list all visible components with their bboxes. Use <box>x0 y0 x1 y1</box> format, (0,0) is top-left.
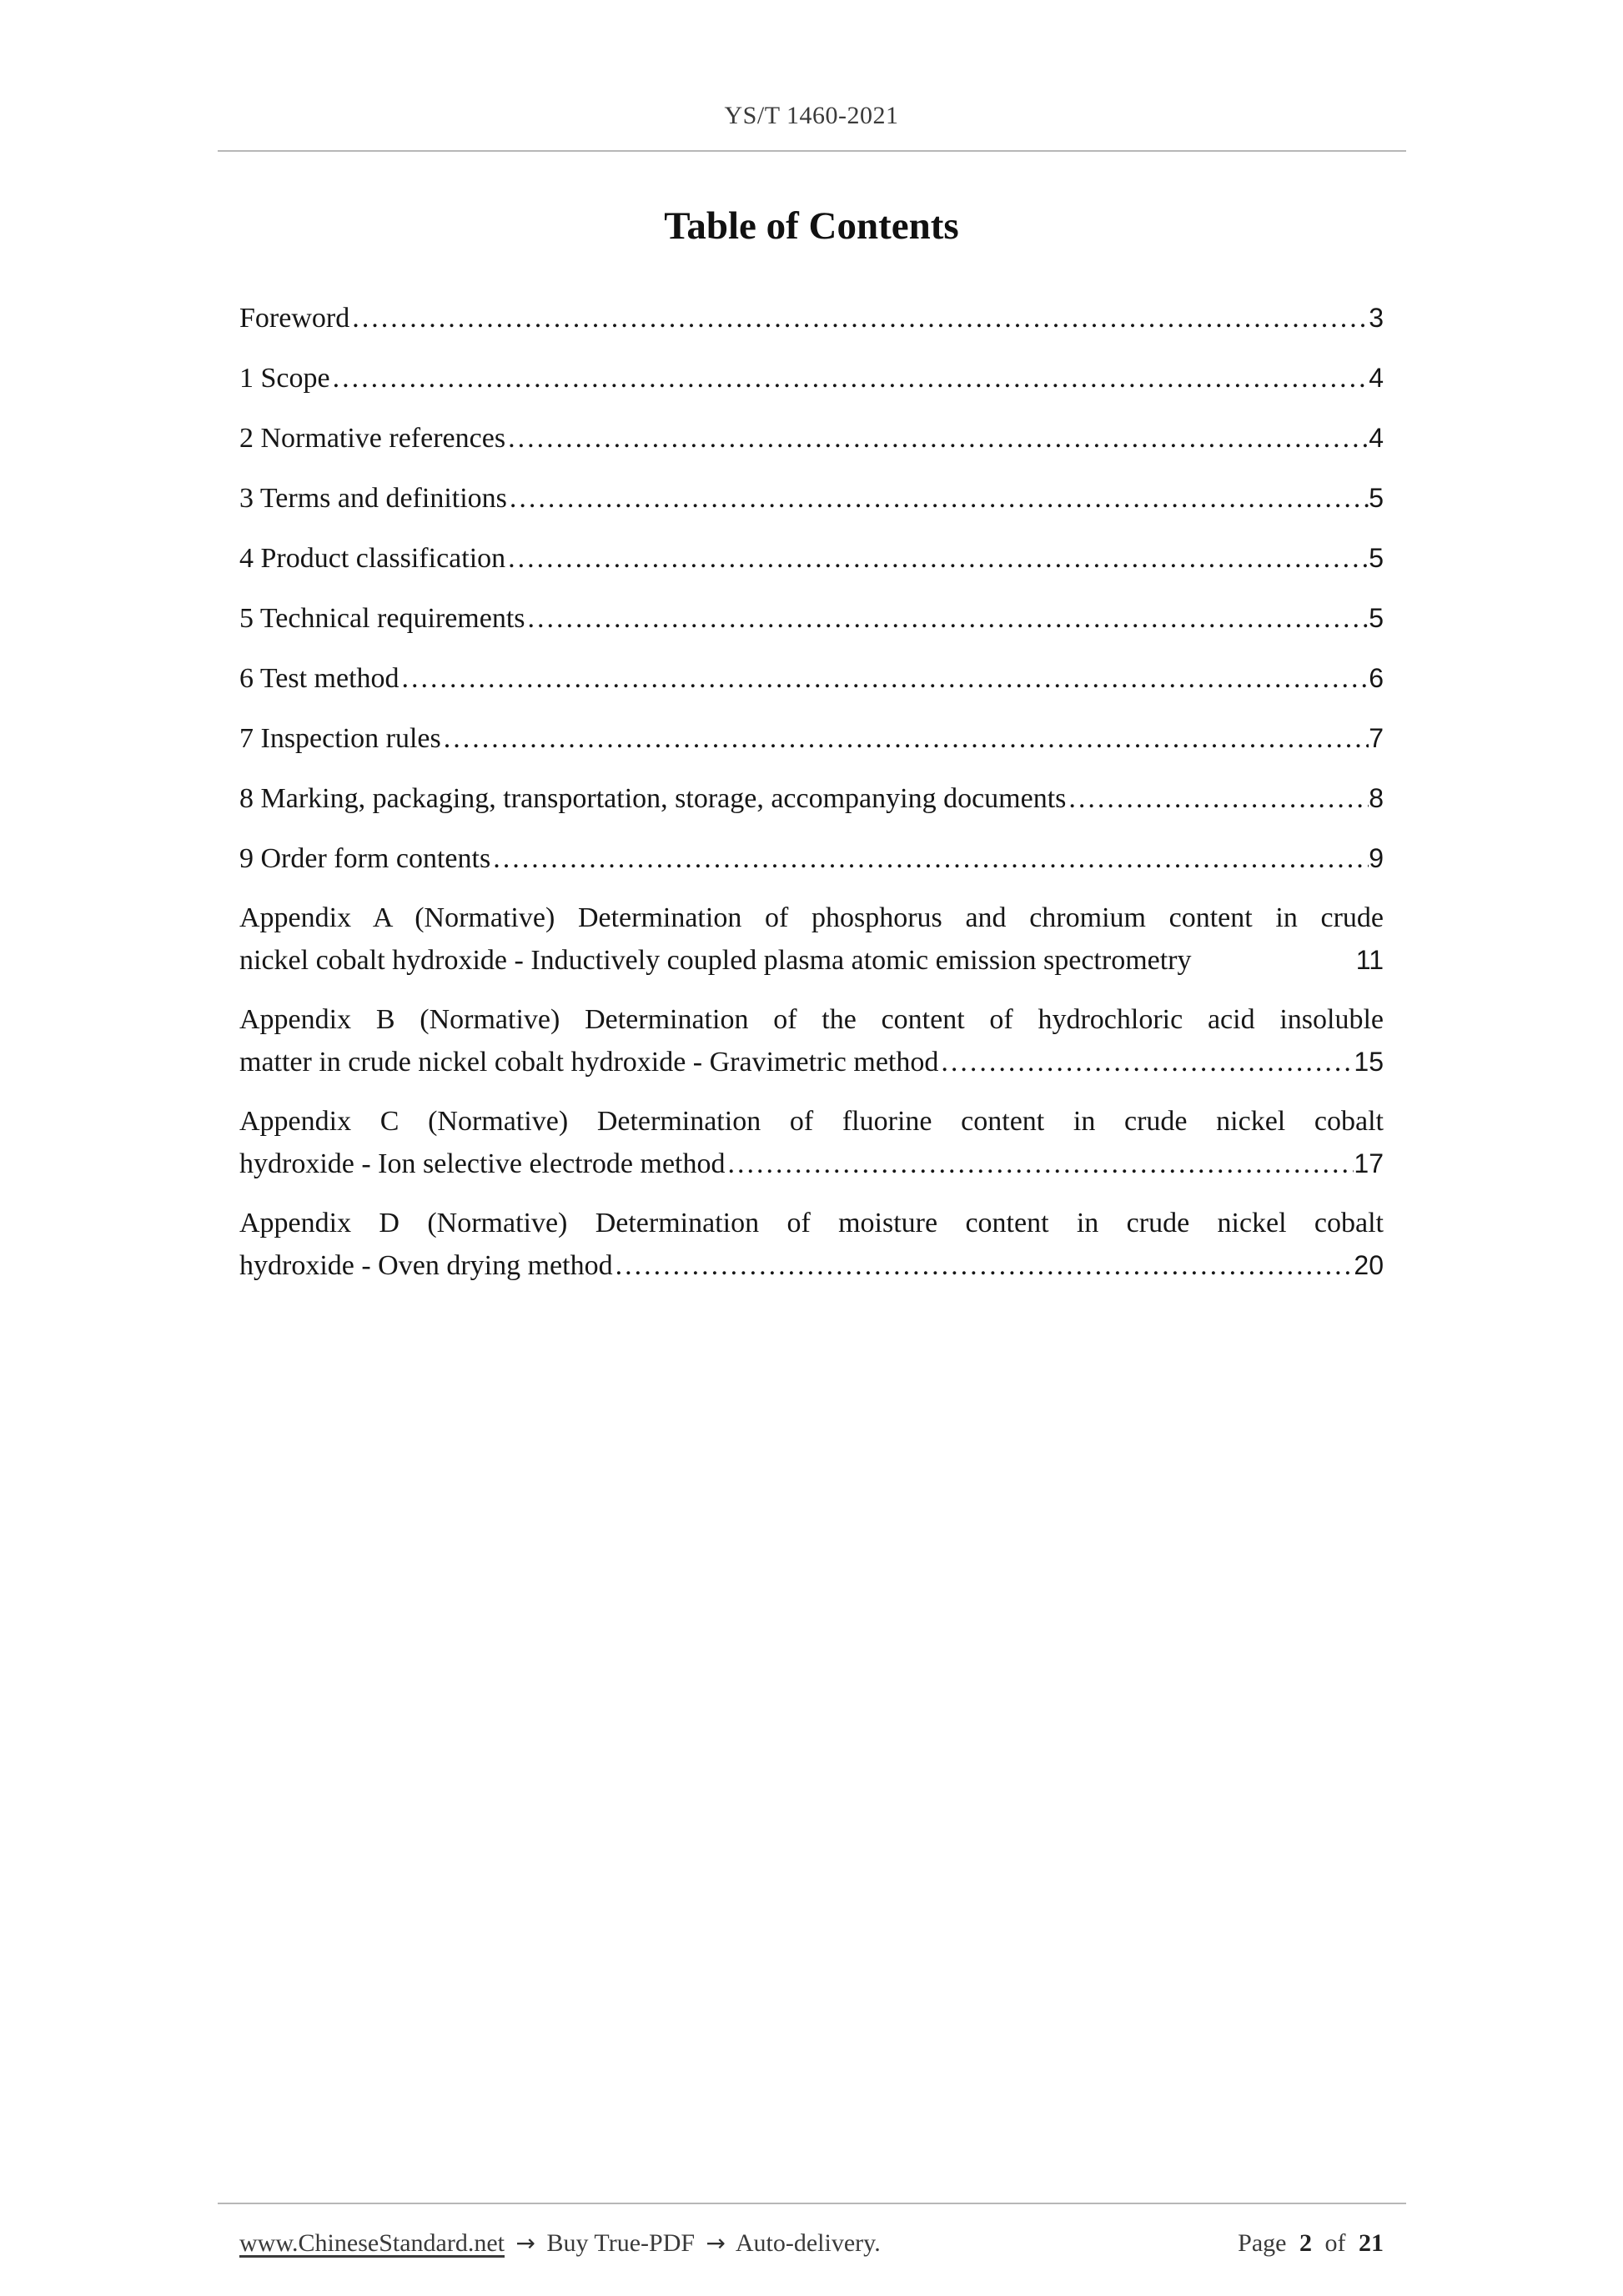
document-header <box>0 0 1623 152</box>
toc-entry <box>239 297 1384 339</box>
toc-entry-label: 3 Terms and definitions <box>239 483 507 514</box>
page-indicator <box>1231 2229 1384 2258</box>
toc-entry <box>239 999 1384 1083</box>
toc-page-number: 3 <box>1369 303 1384 333</box>
standard-code: YS/T 1460-2021 <box>724 102 899 129</box>
toc-entry <box>239 477 1384 520</box>
toc-entry-last-line <box>239 417 1384 460</box>
page-total-number: 21 <box>1359 2229 1384 2257</box>
footer-site-link[interactable]: www.ChineseStandard.net <box>239 2229 505 2257</box>
toc-dot-leader <box>349 298 1369 339</box>
toc-page-number: 5 <box>1369 543 1384 573</box>
toc-entry <box>239 717 1384 760</box>
toc-page-number: 4 <box>1369 363 1384 393</box>
toc-page-number: 5 <box>1369 483 1384 513</box>
toc-dot-leader <box>1066 778 1369 820</box>
toc-entry-last-line <box>239 717 1384 760</box>
arrow-right-icon: → <box>706 2229 726 2257</box>
page-title: Table of Contents <box>664 204 959 248</box>
footer-rule <box>218 2203 1406 2204</box>
toc-entry <box>239 1101 1384 1185</box>
toc-page-number: 20 <box>1354 1250 1384 1280</box>
toc-entry <box>239 837 1384 880</box>
toc-page-number: 11 <box>1355 945 1384 975</box>
toc-entry-last-line <box>239 837 1384 880</box>
toc-entry-text-line: Appendix B (Normative) Determination of the content of hydrochloric acid insoluble <box>239 1004 1384 1035</box>
toc-page-number: 7 <box>1369 723 1384 753</box>
toc-entry-label: nickel cobalt hydroxide - Inductively coupled plasma atomic emission spectrometry <box>239 945 1192 976</box>
toc-list <box>239 297 1384 1287</box>
toc-entry-last-line <box>239 477 1384 520</box>
toc-entry-label: 9 Order form contents <box>239 843 491 874</box>
toc-page-number: 5 <box>1369 603 1384 633</box>
toc-dot-leader <box>938 1042 1354 1083</box>
toc-entry-label: hydroxide - Ion selective electrode method <box>239 1148 726 1179</box>
toc-entry-last-line <box>239 657 1384 700</box>
toc-entry-last-line <box>239 297 1384 339</box>
toc-entry-label: 1 Scope <box>239 363 330 394</box>
toc-entry <box>239 417 1384 460</box>
toc-dot-leader <box>507 478 1369 520</box>
toc-dot-leader <box>525 598 1369 640</box>
footer-left <box>239 2229 886 2258</box>
toc-entry <box>239 777 1384 820</box>
toc-page-number: 4 <box>1369 423 1384 453</box>
toc-entry-text-line: Appendix C (Normative) Determination of fluorine content in crude nickel cobalt <box>239 1106 1384 1137</box>
toc-page-number: 17 <box>1354 1148 1384 1178</box>
toc-entry-label: 8 Marking, packaging, transportation, storage, accompanying documents <box>239 783 1067 814</box>
toc-entry-label: 7 Inspection rules <box>239 723 441 754</box>
toc-entry-last-line <box>239 537 1384 580</box>
toc-page-number: 15 <box>1354 1047 1384 1077</box>
toc-entry-last-line <box>239 1143 1384 1185</box>
toc-entry-last-line <box>239 1244 1384 1287</box>
page-of-label: of <box>1324 2229 1346 2257</box>
toc-dot-leader <box>330 358 1369 399</box>
toc-dot-leader <box>490 838 1369 880</box>
page-current-number: 2 <box>1299 2229 1312 2257</box>
toc-entry-last-line <box>239 939 1384 982</box>
toc-entry <box>239 357 1384 399</box>
toc-entry-label: 5 Technical requirements <box>239 603 525 634</box>
footer-buy-text: Buy True-PDF <box>546 2229 696 2257</box>
toc-entry-label: 6 Test method <box>239 663 399 694</box>
toc-entry-label: hydroxide - Oven drying method <box>239 1250 613 1281</box>
toc-entry-last-line <box>239 597 1384 640</box>
toc-entry <box>239 897 1384 982</box>
toc-dot-leader <box>505 538 1369 580</box>
toc-entry-label: 2 Normative references <box>239 423 506 454</box>
document-footer <box>0 2203 1623 2258</box>
header-rule <box>218 150 1406 152</box>
toc-entry-text-line: Appendix D (Normative) Determination of moisture content in crude nickel cobalt <box>239 1208 1384 1238</box>
toc-dot-leader <box>399 658 1369 700</box>
toc-dot-leader <box>505 418 1369 460</box>
toc-page-number: 6 <box>1369 663 1384 693</box>
toc-entry-label: Foreword <box>239 303 350 334</box>
toc-entry <box>239 537 1384 580</box>
toc-entry-text-line: Appendix A (Normative) Determination of phosphorus and chromium content in crude <box>239 902 1384 933</box>
toc-entry-last-line <box>239 357 1384 399</box>
toc-entry-label: 4 Product classification <box>239 543 506 574</box>
toc-entry <box>239 657 1384 700</box>
toc-entry <box>239 597 1384 640</box>
arrow-right-icon: → <box>515 2229 535 2257</box>
toc-dot-leader <box>726 1143 1354 1185</box>
toc-page-number: 8 <box>1369 783 1384 813</box>
toc-entry-last-line <box>239 777 1384 820</box>
toc-dot-leader <box>441 718 1369 760</box>
toc-entry <box>239 1203 1384 1287</box>
toc-entry-label: matter in crude nickel cobalt hydroxide - Gravimetric method <box>239 1047 939 1078</box>
footer-delivery-text: Auto-delivery. <box>735 2229 881 2257</box>
toc-dot-leader <box>613 1245 1354 1287</box>
toc-page-number: 9 <box>1369 843 1384 873</box>
toc-entry-last-line <box>239 1041 1384 1083</box>
page-label: Page <box>1238 2229 1287 2257</box>
